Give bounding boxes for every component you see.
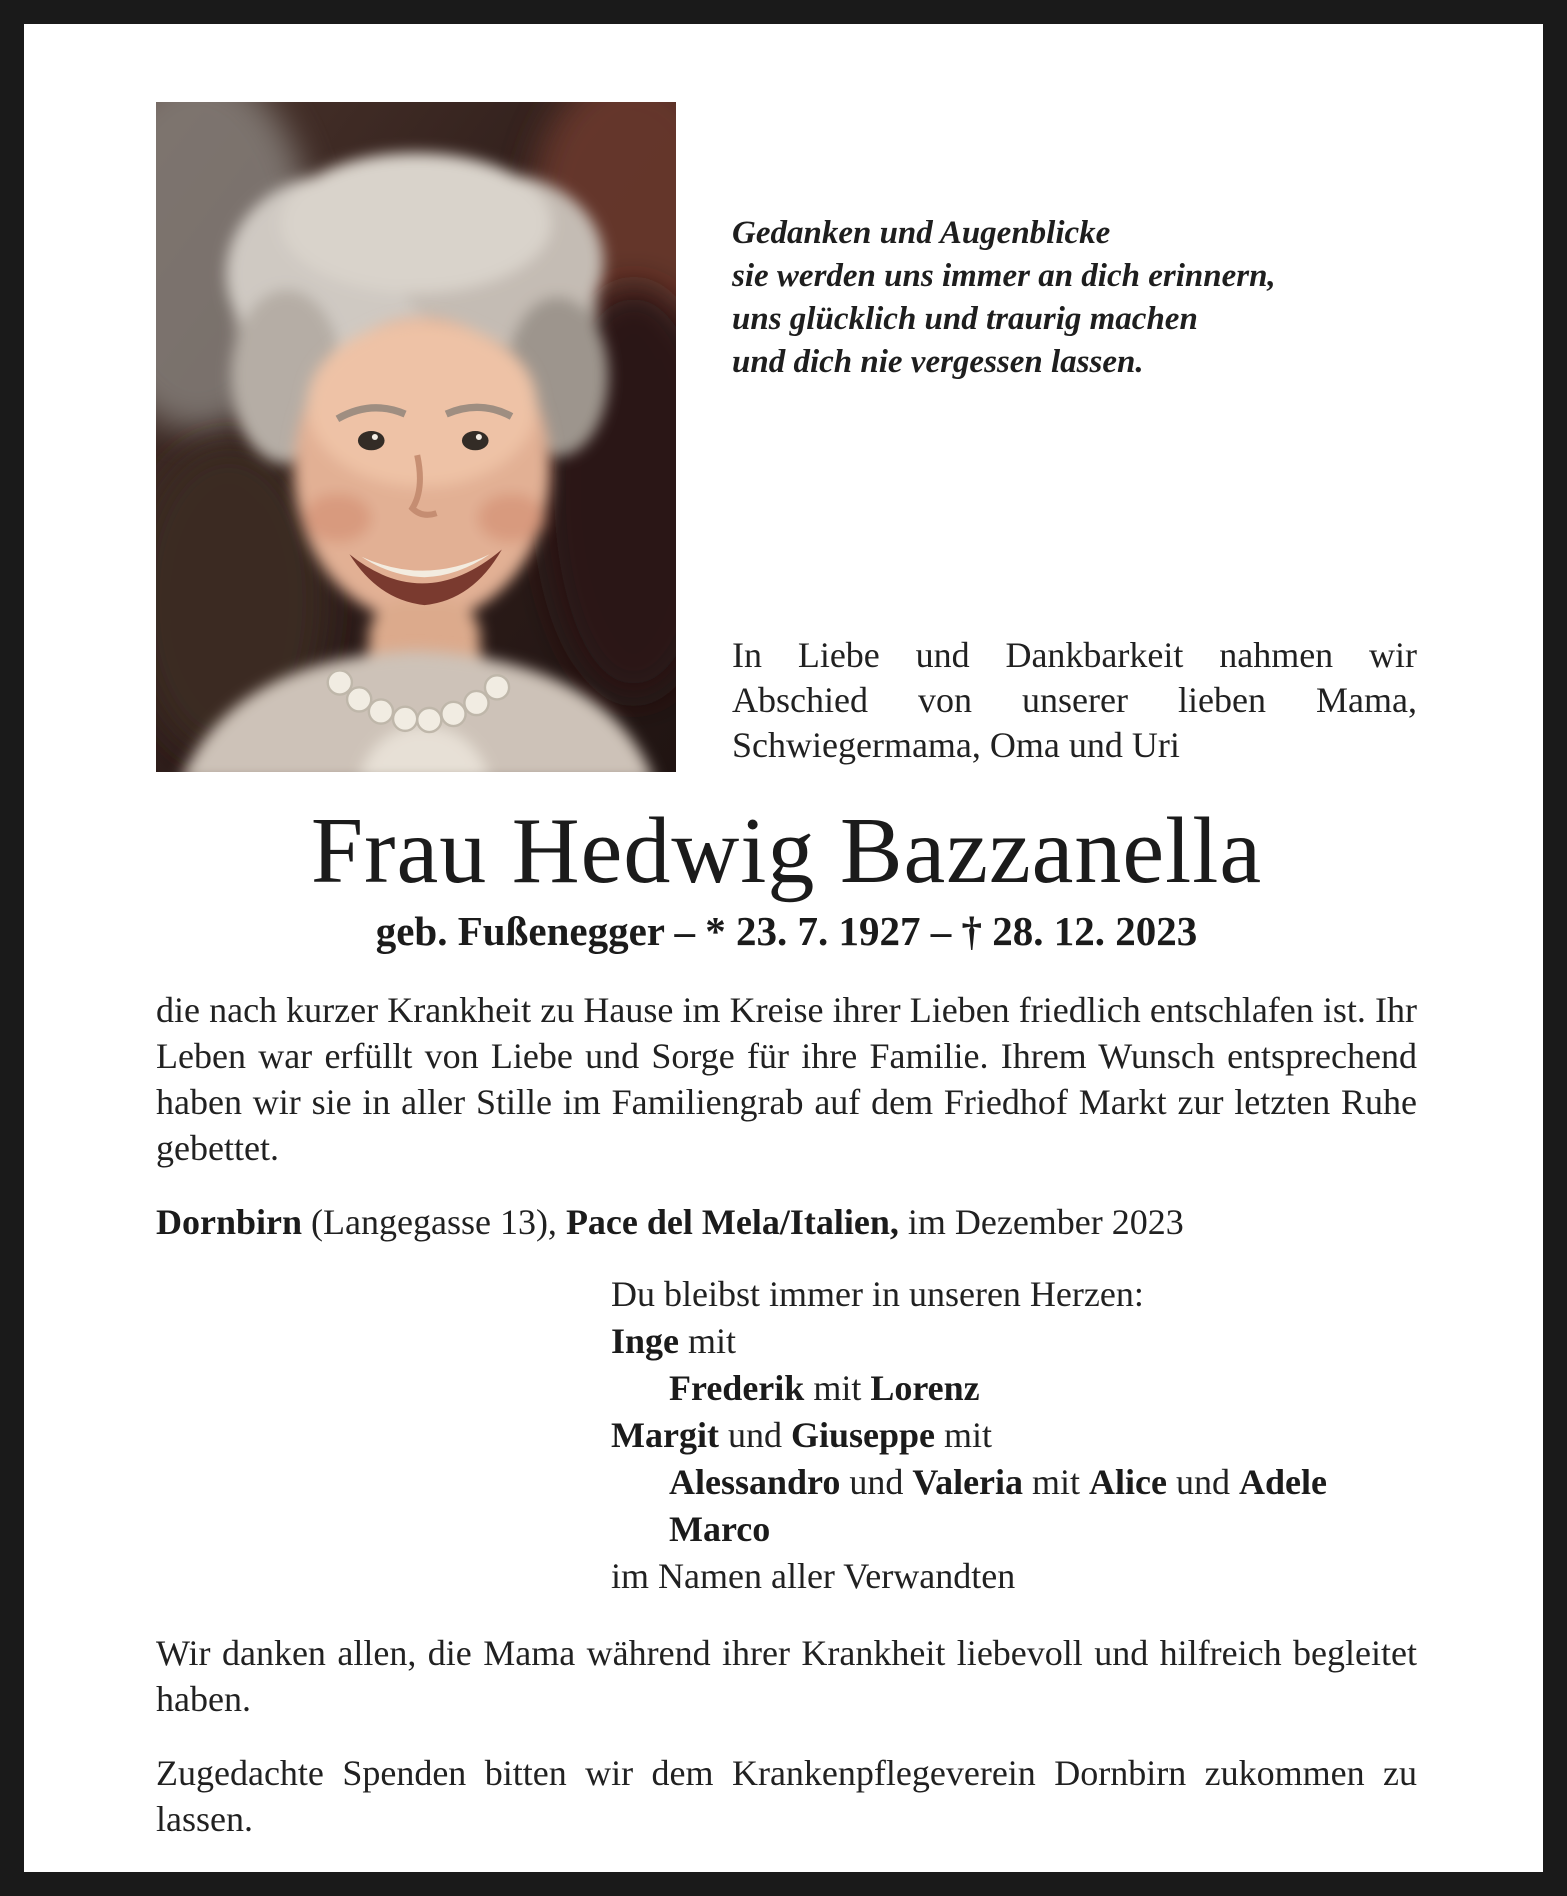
place-dornbirn: Dornbirn <box>156 1201 303 1242</box>
mourner-line-3 <box>611 1412 1417 1459</box>
place-date: im Dezember 2023 <box>898 1201 1184 1242</box>
mourner-line-1 <box>611 1318 1417 1365</box>
mourner-name: Inge <box>611 1320 680 1361</box>
mourner-name: Marco <box>669 1508 771 1549</box>
place-italy: Pace del Mela/Italien, <box>565 1201 899 1242</box>
mourner-connector: mit <box>935 1414 993 1455</box>
birth-death-line: geb. Fußenegger – * 23. 7. 1927 – † 28. 12. 2023 <box>375 907 1198 954</box>
mourner-name: Adele <box>1239 1461 1327 1502</box>
donations-text: Zugedachte Spenden bitten wir dem Krankenpflegeverein Dornbirn zukommen zu lassen. <box>156 1752 1417 1839</box>
poem-line-4: und dich nie vergessen lassen. <box>732 344 1144 380</box>
poem-line-1: Gedanken und Augenblicke <box>732 215 1111 251</box>
hearts-line: Du bleibst immer in unseren Herzen: <box>611 1273 1144 1314</box>
mourner-closing-line <box>611 1553 1417 1600</box>
mourner-name: Margit <box>611 1414 719 1455</box>
thanks-text: Wir danken allen, die Mama während ihrer Krankheit liebevoll und hilfreich begleitet haben. <box>156 1632 1417 1719</box>
mourner-closing: im Namen aller Verwandten <box>611 1555 1016 1596</box>
mourner-name: Alice <box>1089 1461 1168 1502</box>
mourner-name: Valeria <box>912 1461 1024 1502</box>
mourner-line-2 <box>611 1365 1417 1412</box>
portrait-photo <box>156 102 676 772</box>
memorial-poem <box>732 212 1417 384</box>
place-date-line <box>156 1199 1417 1245</box>
poem-line-2: sie werden uns immer an dich erinnern, <box>732 258 1276 294</box>
mourner-connector: und <box>840 1461 913 1502</box>
mourner-connector: mit <box>679 1320 737 1361</box>
mourner-connector: und <box>1167 1461 1240 1502</box>
portrait-photo-image <box>156 102 676 772</box>
deceased-name: Frau Hedwig Bazzanella <box>310 799 1263 903</box>
mourner-line-4 <box>611 1459 1417 1506</box>
mourner-line-5 <box>611 1506 1417 1553</box>
mourner-name: Alessandro <box>669 1461 841 1502</box>
mourner-connector: und <box>718 1414 791 1455</box>
header-section <box>156 102 1417 772</box>
mourner-connector: mit <box>804 1367 871 1408</box>
place-address: (Langegasse 13), <box>302 1201 566 1242</box>
header-text-column <box>732 102 1417 772</box>
mourner-name: Giuseppe <box>790 1414 935 1455</box>
farewell-intro: In Liebe und Dankbarkeit nahmen wir Abschied von unserer lieben Mama, Schwiegermama, Oma und Uri <box>732 635 1417 765</box>
poem-line-3: uns glücklich und traurig machen <box>732 301 1198 337</box>
mourner-name: Frederik <box>669 1367 805 1408</box>
mourner-connector: mit <box>1023 1461 1090 1502</box>
obituary-body: die nach kurzer Krankheit zu Hause im Kreise ihrer Lieben friedlich entschlafen ist. Ihr Leben war erfüllt von Liebe und Sorge für ihre Familie. Ihrem Wunsch entsprechend haben wir sie in aller Stille im Familiengrab auf dem Friedhof Markt zur letzten Ruhe gebettet. <box>156 989 1417 1168</box>
mourner-name: Lorenz <box>870 1367 980 1408</box>
tribute-block <box>156 1271 1417 1600</box>
